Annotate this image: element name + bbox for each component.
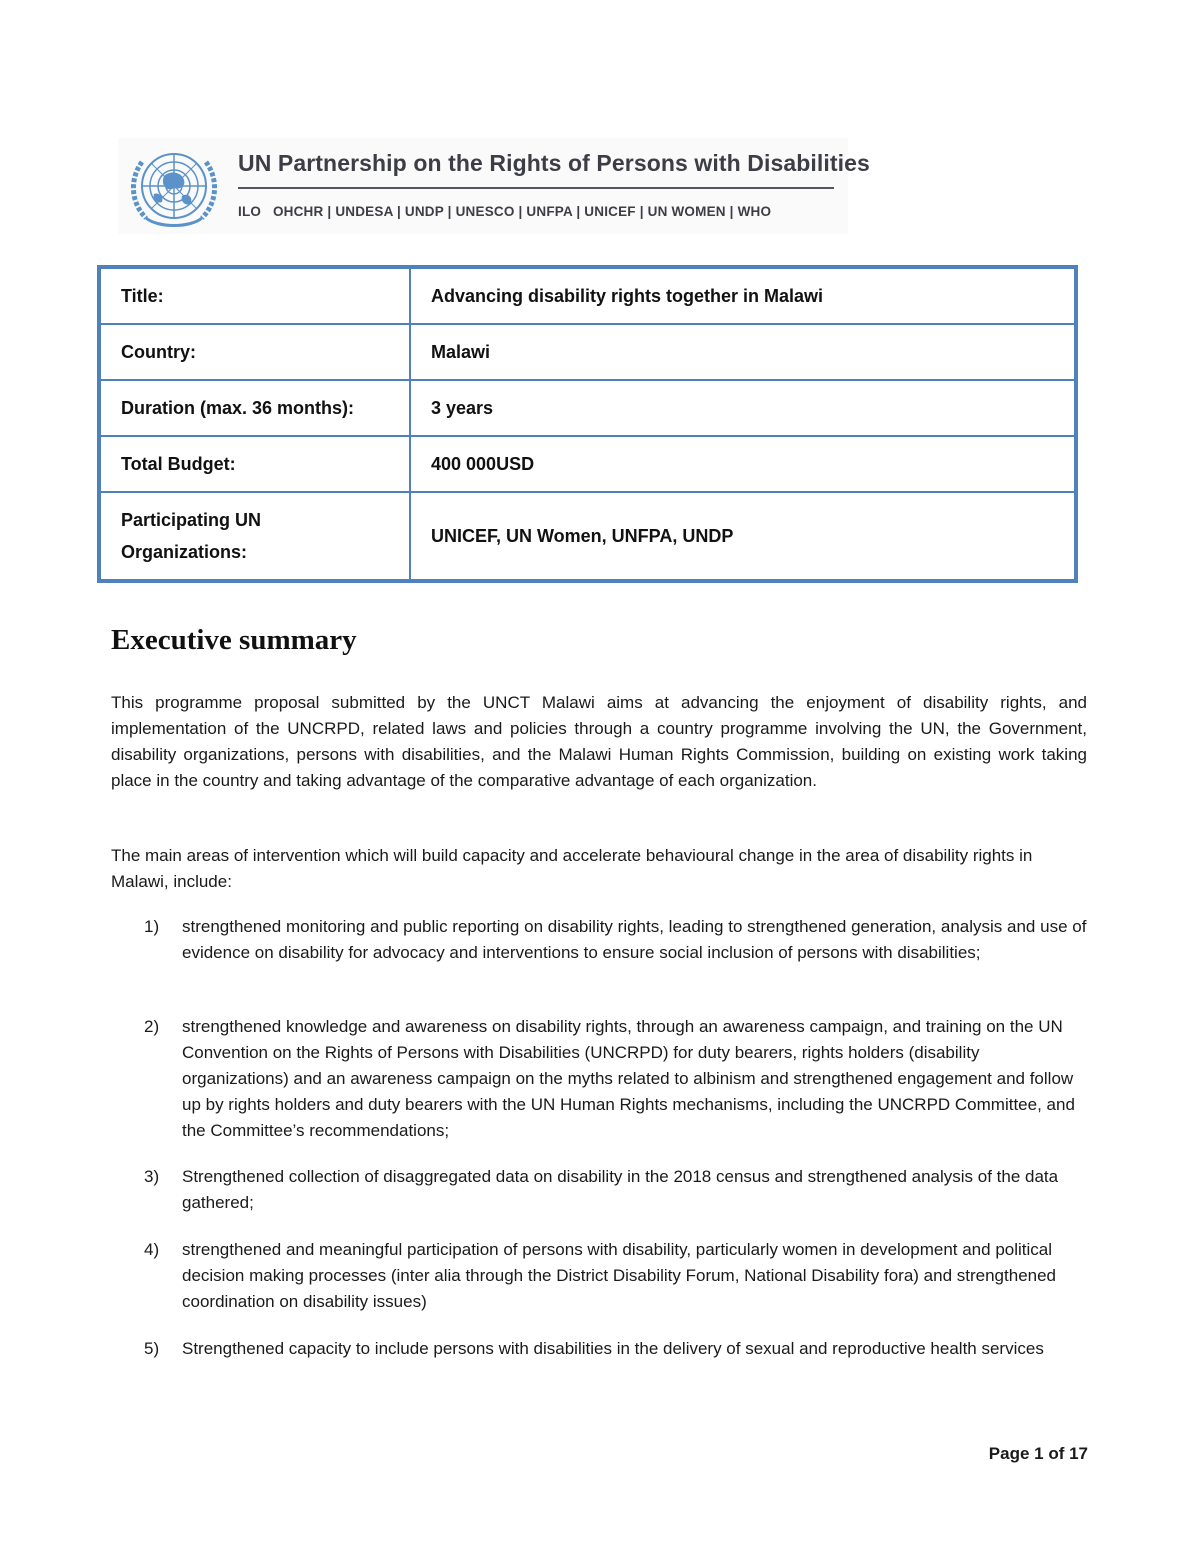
section-heading: Executive summary <box>111 624 357 656</box>
row-label-line: Organizations: <box>121 542 248 562</box>
intervention-intro-paragraph: The main areas of intervention which will build capacity and accelerate behavioural change in the area of disability rights in Malawi, include: <box>111 846 1033 891</box>
list-item <box>111 1336 1087 1362</box>
row-label: Duration (max. 36 months): <box>100 380 410 436</box>
country-value: Malawi <box>410 324 1075 380</box>
list-item-number: 1) <box>144 917 160 936</box>
table-row-country <box>100 324 1075 380</box>
banner-divider <box>238 187 834 189</box>
table-row-title <box>100 268 1075 324</box>
partnership-banner <box>118 138 870 234</box>
intervention-list <box>111 1014 1087 1144</box>
duration-value: 3 years <box>410 380 1075 436</box>
table-row-budget <box>100 436 1075 492</box>
row-label: Total Budget: <box>100 436 410 492</box>
list-item <box>111 1014 1087 1144</box>
organizations-value: UNICEF, UN Women, UNFPA, UNDP <box>410 492 1075 580</box>
table-row-organizations <box>100 492 1075 580</box>
list-item-number: 3) <box>144 1167 160 1186</box>
list-item-text: strengthened and meaningful participation of persons with disability, particularly women in development and political decision making processes (inter alia through the District Disability Forum, National Disability fora) and strengthened coordination on disability issues) <box>182 1240 1057 1311</box>
table-row-duration <box>100 380 1075 436</box>
summary-paragraph: This programme proposal submitted by the UNCT Malawi aims at advancing the enjoyment of disability rights, and implementation of the UNCRPD, related laws and policies through a country programme involving the UN, the Government, disability organizations, persons with disabilities, and the Malawi Human Rights Commission, building on existing work taking place in the country and taking advantage of the comparative advantage of each organization. <box>111 693 1087 790</box>
programme-info-table <box>97 265 1078 583</box>
un-emblem-icon <box>124 142 224 230</box>
row-label <box>100 492 410 580</box>
row-label-line: Participating UN <box>121 510 262 530</box>
list-item-number: 4) <box>144 1240 160 1259</box>
list-item-number: 5) <box>144 1339 160 1358</box>
list-item <box>111 1237 1087 1315</box>
list-item-number: 2) <box>144 1017 160 1036</box>
partnership-title: UN Partnership on the Rights of Persons with Disabilities <box>238 150 870 176</box>
programme-title-value: Advancing disability rights together in Malawi <box>410 268 1075 324</box>
intervention-list <box>111 1336 1087 1362</box>
row-label: Title: <box>100 268 410 324</box>
budget-value: 400 000USD <box>410 436 1075 492</box>
list-item <box>111 914 1087 966</box>
page-number: Page 1 of 17 <box>988 1444 1088 1463</box>
list-item-text: Strengthened capacity to include persons with disabilities in the delivery of sexual and reproductive health services <box>182 1339 1044 1358</box>
list-item-text: strengthened knowledge and awareness on disability rights, through an awareness campaign, and training on the UN Convention on the Rights of Persons with Disabilities (UNCRPD) for duty bearers, rights holders (disability organizations) and an awareness campaign on the myths related to albinism and strengthened engagement and follow up by rights holders and duty bearers with the UN Human Rights mechanisms, including the UNCRPD Committee, and the Committee’s recommendations; <box>182 1017 1075 1140</box>
list-item <box>111 1164 1087 1216</box>
list-item-text: Strengthened collection of disaggregated data on disability in the 2018 census and strengthened analysis of the data gathered; <box>182 1167 1059 1212</box>
intervention-list <box>111 1237 1087 1315</box>
list-item-text: strengthened monitoring and public reporting on disability rights, leading to strengthened generation, analysis and use of evidence on disability for advocacy and interventions to ensure social inclusion of persons with disabilities; <box>182 917 1087 962</box>
row-label: Country: <box>100 324 410 380</box>
intervention-list <box>111 1164 1087 1216</box>
partner-agencies-list: ILO OHCHR | UNDESA | UNDP | UNESCO | UNFPA | UNICEF | UN WOMEN | WHO <box>238 204 772 219</box>
intervention-list <box>111 914 1087 966</box>
